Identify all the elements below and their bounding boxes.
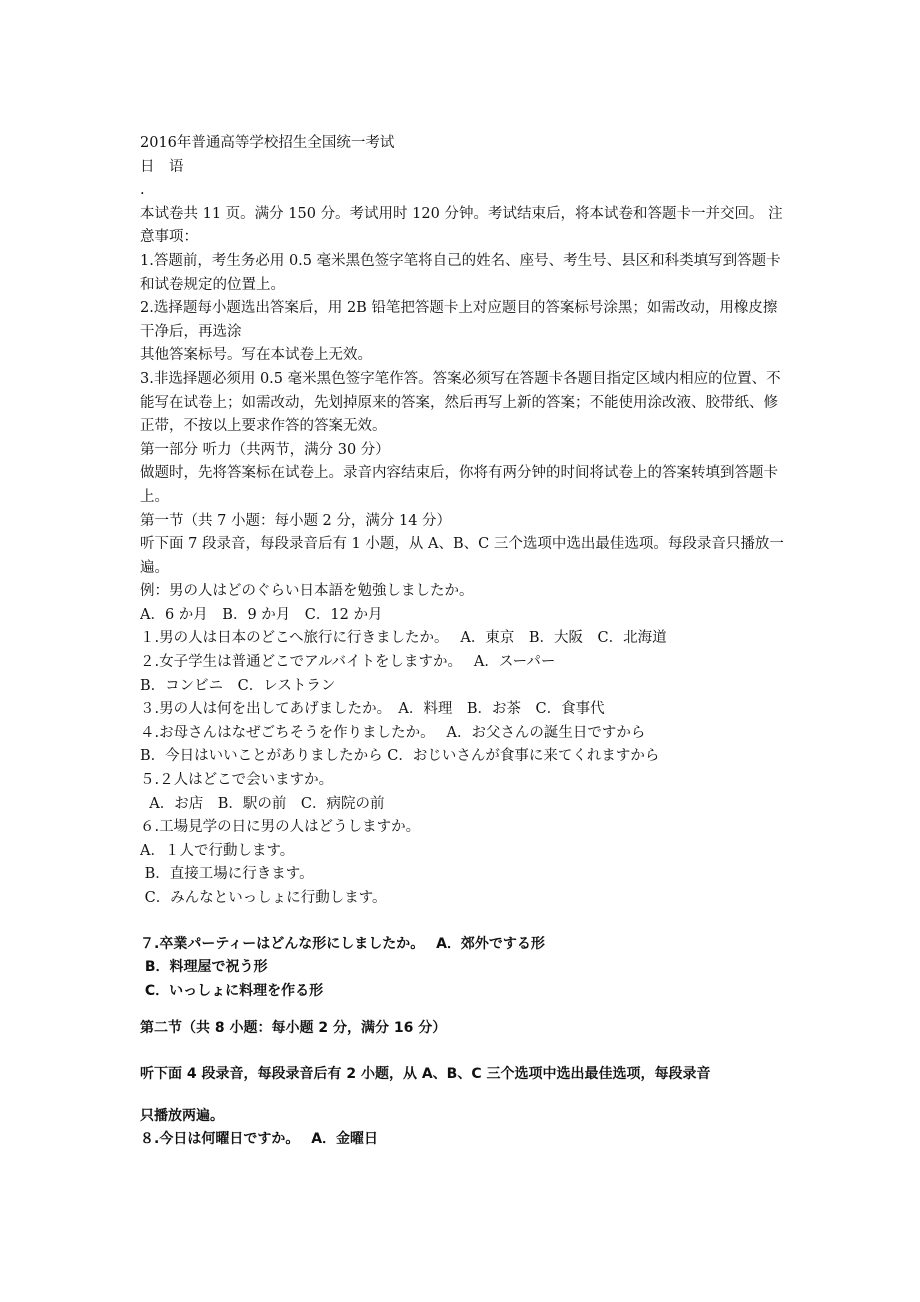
question-8: ８.今日は何曜日ですか。 A．金曜日 — [140, 1131, 379, 1148]
intro-paragraph: 本试卷共 11 页。满分 150 分。考试用时 120 分钟。考试结束后，将本试卷和答题卡一并交回。 注意事项： — [140, 205, 783, 246]
exam-page — [140, 132, 785, 1152]
instruction-2: 2.选择题每小题选出答案后，用 2B 铅笔把答题卡上对应题目的答案标号涂黑；如需改动，用橡皮擦干净后，再选涂 — [140, 300, 778, 340]
instruction-3: 3.非选择题必须用 0.5 毫米黑色签字笔作答。答案必须写在答题卡各题目指定区域内相应的位置、不能写在试卷上；如需改动，先划掉原来的答案，然后再写上新的答案；不能使用涂改液、胶带纸、修正带，不按以上要求作答的答案无效。 — [140, 370, 781, 435]
instruction-1: 1.答题前，考生务必用 0.5 毫米黑色签字笔将自己的姓名、座号、考生号、县区和科类填写到答题卡和试卷规定的位置上。 — [140, 252, 781, 293]
section1-note: 听下面 7 段录音，每段录音后有 1 小题，从 A、B、C 三个选项中选出最佳选项。每段录音只播放一遍。 — [140, 536, 784, 576]
stray-dot: . — [140, 182, 145, 199]
example-options: A．6 か月 B．9 か月 C．12 か月 — [140, 606, 383, 623]
part1-note: 做题时，先将答案标在试卷上。录音内容结束后，你将有两分钟的时间将试卷上的答案转填到答题卡上。 — [140, 465, 778, 505]
question-1: １.男の人は日本のどこへ旅行に行きましたか。 A．東京 B．大阪 C．北海道 — [140, 630, 667, 647]
question-6-option-c: C．みんなといっしょに行動します。 — [140, 890, 387, 906]
question-7: ７.卒業パーティーはどんな形にしましたか。 A．郊外でする形 — [140, 935, 545, 952]
instruction-2-continued: 其他答案标号。写在本试卷上无效。 — [140, 347, 372, 364]
question-6-option-a: A．１人で行動します。 — [140, 842, 295, 859]
section2-note: 听下面 4 段录音，每段录音后有 2 小题，从 A、B、C 三个选项中选出最佳选项，每段录音 — [140, 1065, 711, 1082]
question-7-option-b: B．料理屋で祝う形 — [140, 959, 268, 976]
section2-title: 第二节（共 8 小题：每小题 2 分，满分 16 分） — [140, 1020, 447, 1037]
question-5: ５.２人はどこで会いますか。 — [140, 772, 334, 789]
question-4-options: B．今日はいいことがありましたから C．おじいさんが食事に来てくれますから — [140, 748, 660, 765]
question-7-option-c: C．いっしょに料理を作る形 — [140, 982, 324, 999]
question-6-option-b: B．直接工場に行きます。 — [140, 866, 314, 883]
part1-title: 第一部分 听力（共两节，满分 30 分） — [140, 441, 390, 458]
example-question: 例：男の人はどのぐらい日本語を勉強しましたか。 — [140, 583, 474, 600]
exam-subject: 日 语 — [140, 158, 184, 175]
question-3: ３.男の人は何を出してあげましたか。 A．料理 B．お茶 C．食事代 — [140, 701, 605, 718]
section1-title: 第一节（共 7 小题：每小题 2 分，满分 14 分） — [140, 512, 452, 529]
question-4: ４.お母さんはなぜごちそうを作りましたか。 A．お父さんの誕生日ですから — [140, 724, 646, 741]
question-2: ２.女子学生は普通どこでアルバイトをしますか。 A．スーパー — [140, 654, 556, 671]
question-2-options: B．コンビニ C．レストラン — [140, 677, 336, 694]
question-6: ６.工場見学の日に男の人はどうしますか。 — [140, 819, 421, 836]
question-5-options: A．お店 B．駅の前 C．病院の前 — [140, 795, 385, 812]
section2-note-continued: 只播放两遍。 — [140, 1107, 224, 1124]
exam-title: 2016年普通高等学校招生全国统一考试 — [140, 135, 395, 151]
